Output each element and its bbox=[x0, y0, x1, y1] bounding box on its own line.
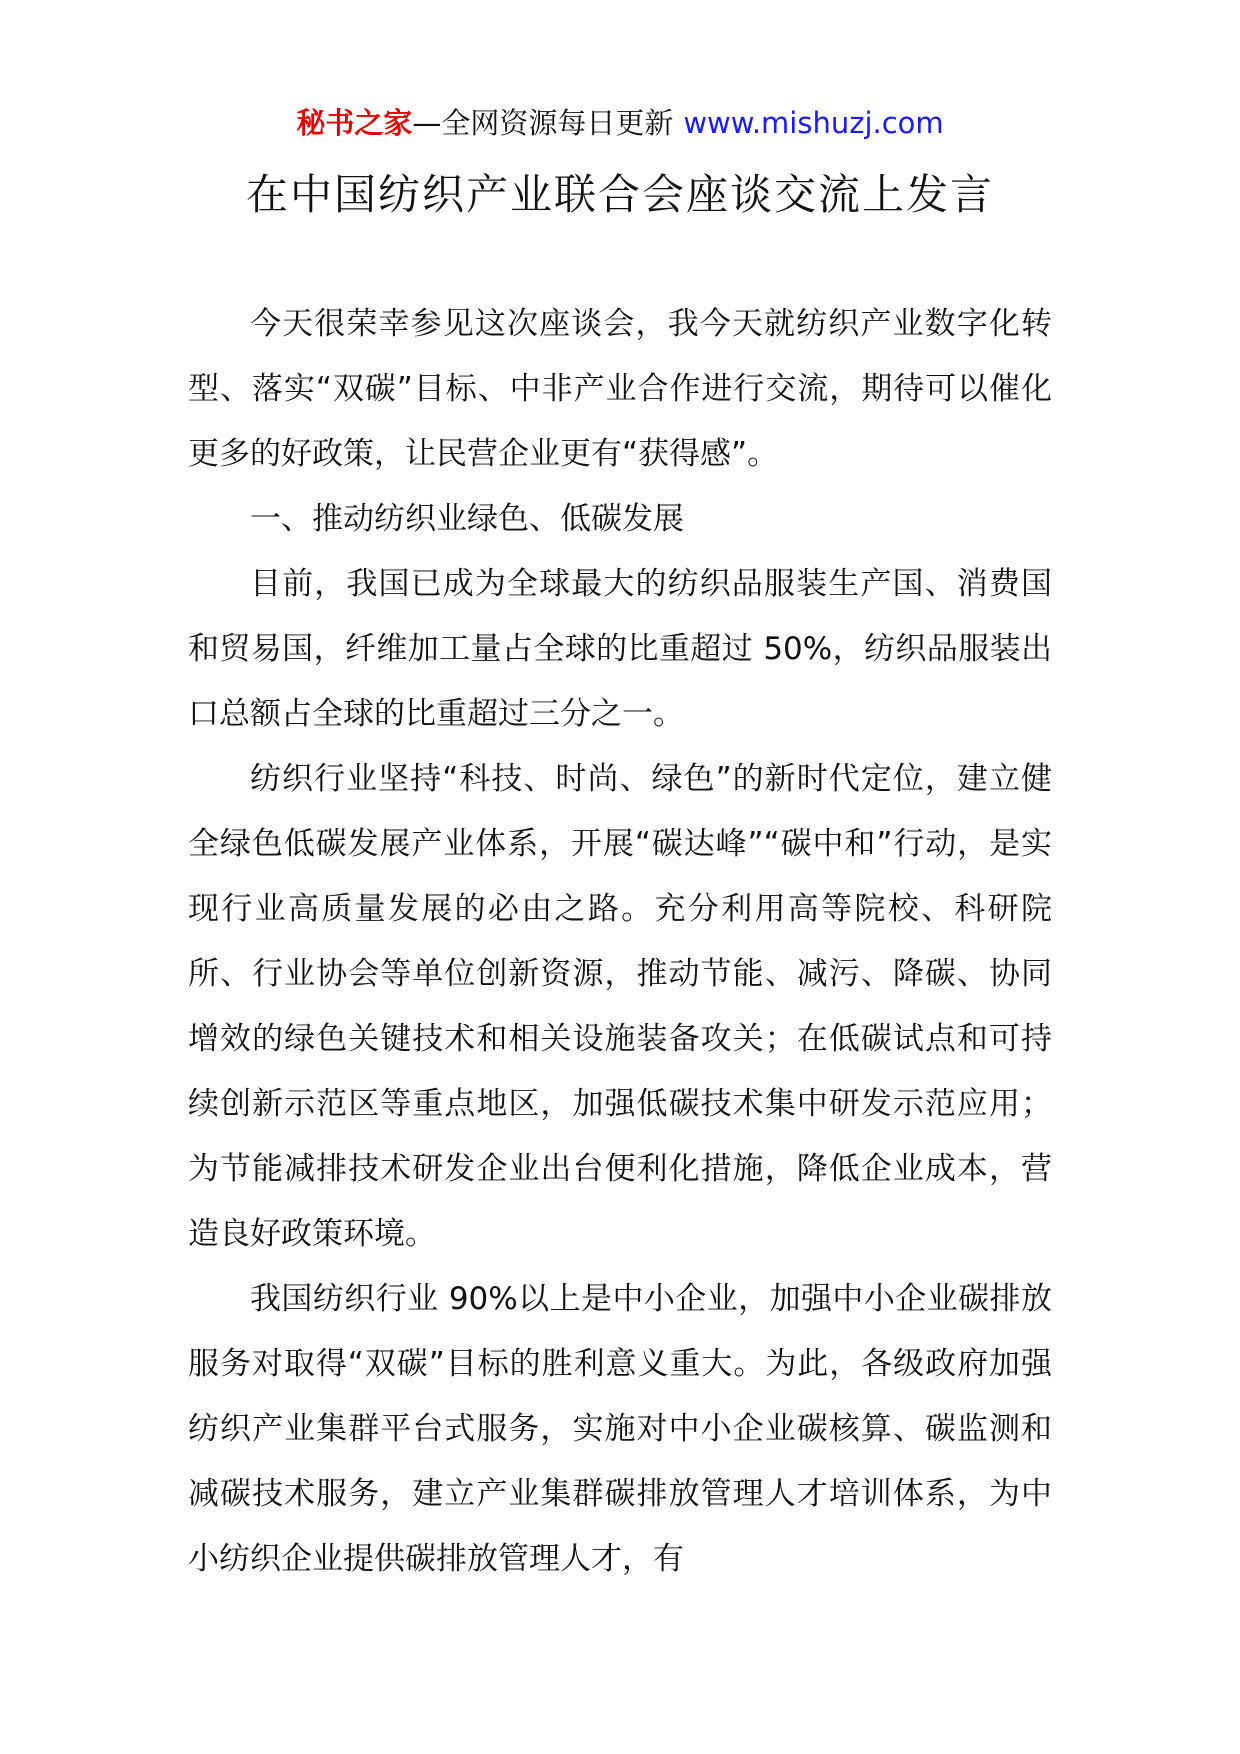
paragraph: 目前，我国已成为全球最大的纺织品服装生产国、消费国和贸易国，纤维加工量占全球的比重超过 50%，纺织品服装出口总额占全球的比重超过三分之一。 bbox=[188, 566, 1052, 732]
site-header bbox=[0, 103, 1240, 143]
document-title: 在中国纺织产业联合会座谈交流上发言 bbox=[245, 170, 994, 219]
section-heading: 一、推动纺织业绿色、低碳发展 bbox=[250, 501, 684, 537]
site-tagline: —全网资源每日更新 bbox=[412, 106, 674, 140]
paragraph: 纺织行业坚持“科技、时尚、绿色”的新时代定位，建立健全绿色低碳发展产业体系，开展“碳达峰”“碳中和”行动，是实现行业高质量发展的必由之路。充分利用高等院校、科研院所、行业协会等单位创新资源，推动节能、减污、降碳、协同增效的绿色关键技术和相关设施装备攻关；在低碳试点和可持续创新示范区等重点地区，加强低碳技术集中研发示范应用；为节能减排技术研发企业出台便利化措施，降低企业成本，营造良好政策环境。 bbox=[188, 761, 1052, 1252]
paragraph-intro: 今天很荣幸参见这次座谈会，我今天就纺织产业数字化转型、落实“双碳”目标、中非产业合作进行交流，期待可以催化更多的好政策，让民营企业更有“获得感”。 bbox=[188, 306, 1052, 472]
document-body bbox=[188, 292, 1052, 1592]
paragraph: 我国纺织行业 90%以上是中小企业，加强中小企业碳排放服务对取得“双碳”目标的胜利意义重大。为此，各级政府加强纺织产业集群平台式服务，实施对中小企业碳核算、碳监测和减碳技术服务，建立产业集群碳排放管理人才培训体系，为中小纺织企业提供碳排放管理人才，有 bbox=[188, 1281, 1052, 1577]
brand-name: 秘书之家 bbox=[296, 106, 413, 140]
site-url-link[interactable]: www.mishuzj.com bbox=[683, 106, 944, 140]
